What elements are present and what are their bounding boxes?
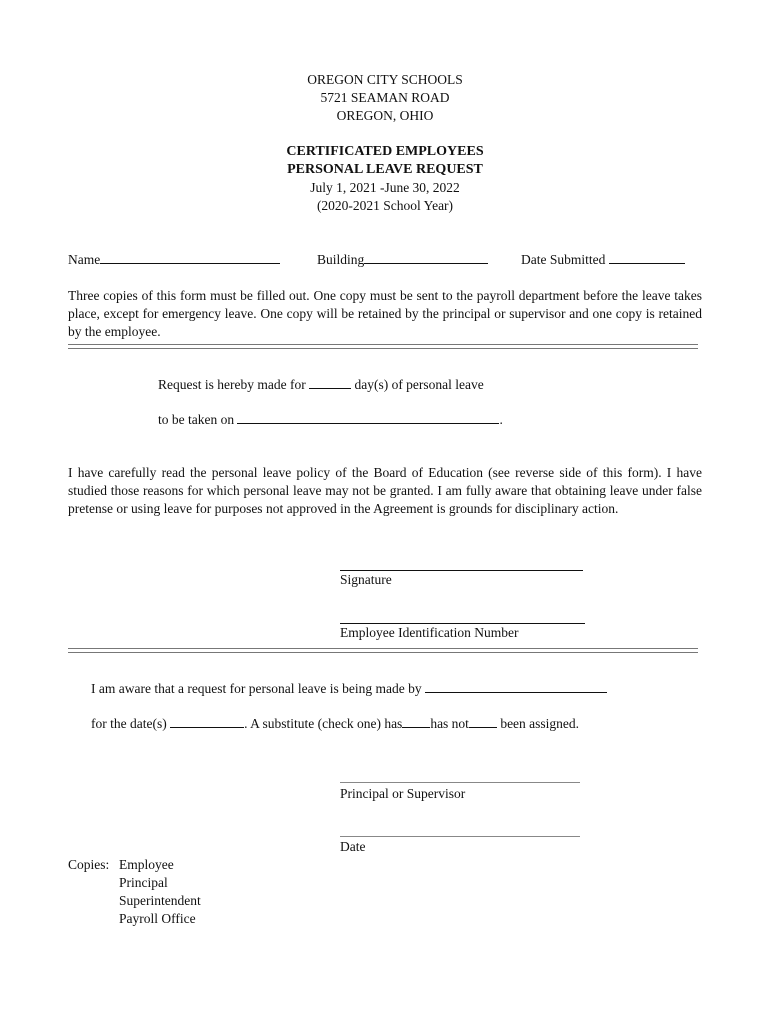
request-days-line xyxy=(158,376,484,393)
date-submitted-label: Date Submitted xyxy=(521,252,606,267)
date-range: July 1, 2021 -June 30, 2022 xyxy=(310,180,460,195)
leave-date-blank[interactable] xyxy=(237,411,499,424)
street-address: 5721 SEAMAN ROAD xyxy=(320,90,450,105)
request-suffix: day(s) of personal leave xyxy=(354,377,484,392)
aware-line xyxy=(91,680,607,697)
name-field[interactable] xyxy=(68,251,280,268)
signature-line[interactable] xyxy=(340,570,583,571)
copy-principal: Principal xyxy=(119,875,168,890)
form-title-line1: CERTIFICATED EMPLOYEES xyxy=(286,144,484,159)
supervisor-date-line[interactable] xyxy=(340,836,580,837)
instructions-paragraph: Three copies of this form must be filled out. One copy must be sent to the payroll department before the leave takes place, except for emergency leave. One copy will be retained by the principal or supervisor and one copy is retained by the employee. xyxy=(68,288,702,339)
section-divider xyxy=(68,344,698,349)
has-not-label: has not xyxy=(430,716,469,731)
supervisor-label: Principal or Supervisor xyxy=(340,786,466,801)
building-field[interactable] xyxy=(317,251,488,268)
substitute-text: . A substitute (check one) has xyxy=(244,716,403,731)
has-not-checkbox-blank[interactable] xyxy=(469,715,497,728)
org-name: OREGON CITY SCHOOLS xyxy=(307,72,463,87)
assigned-text: been assigned. xyxy=(500,716,580,731)
building-blank[interactable] xyxy=(364,251,488,264)
requester-name-blank[interactable] xyxy=(425,680,607,693)
signature-label: Signature xyxy=(340,572,392,587)
for-dates-label: for the date(s) xyxy=(91,716,167,731)
copy-superintendent: Superintendent xyxy=(119,893,201,908)
acknowledgement-paragraph: I have carefully read the personal leave policy of the Board of Education (see reverse side of this form). I have studied those reasons for which personal leave may not be granted. I am fully aware that obtaining leave under false pretense or using leave for purposes not approved in the Agreement is grounds for disciplinary action. xyxy=(68,465,702,516)
name-blank[interactable] xyxy=(100,251,280,264)
section-divider-2 xyxy=(68,648,698,653)
name-label: Name xyxy=(68,252,101,267)
date-submitted-blank[interactable] xyxy=(609,251,685,264)
employee-id-label: Employee Identification Number xyxy=(340,625,519,640)
substitute-line xyxy=(91,715,579,732)
taken-on-label: to be taken on xyxy=(158,412,235,427)
school-year: (2020-2021 School Year) xyxy=(316,198,454,213)
copies-label: Copies: xyxy=(68,857,110,872)
supervisor-date-label: Date xyxy=(340,839,366,854)
has-checkbox-blank[interactable] xyxy=(402,715,430,728)
taken-on-period: . xyxy=(499,412,503,427)
supervisor-signature-line[interactable] xyxy=(340,782,580,783)
date-submitted-field[interactable] xyxy=(521,251,685,268)
dates-blank[interactable] xyxy=(170,715,244,728)
city-state: OREGON, OHIO xyxy=(336,108,434,123)
days-blank[interactable] xyxy=(309,376,351,389)
copy-payroll-office: Payroll Office xyxy=(119,911,196,926)
request-prefix: Request is hereby made for xyxy=(158,377,306,392)
copy-employee: Employee xyxy=(119,857,174,872)
aware-text: I am aware that a request for personal leave is being made by xyxy=(91,681,422,696)
employee-id-line[interactable] xyxy=(340,623,585,624)
building-label: Building xyxy=(317,252,365,267)
request-date-line xyxy=(158,411,503,428)
form-title-line2: PERSONAL LEAVE REQUEST xyxy=(287,162,483,177)
